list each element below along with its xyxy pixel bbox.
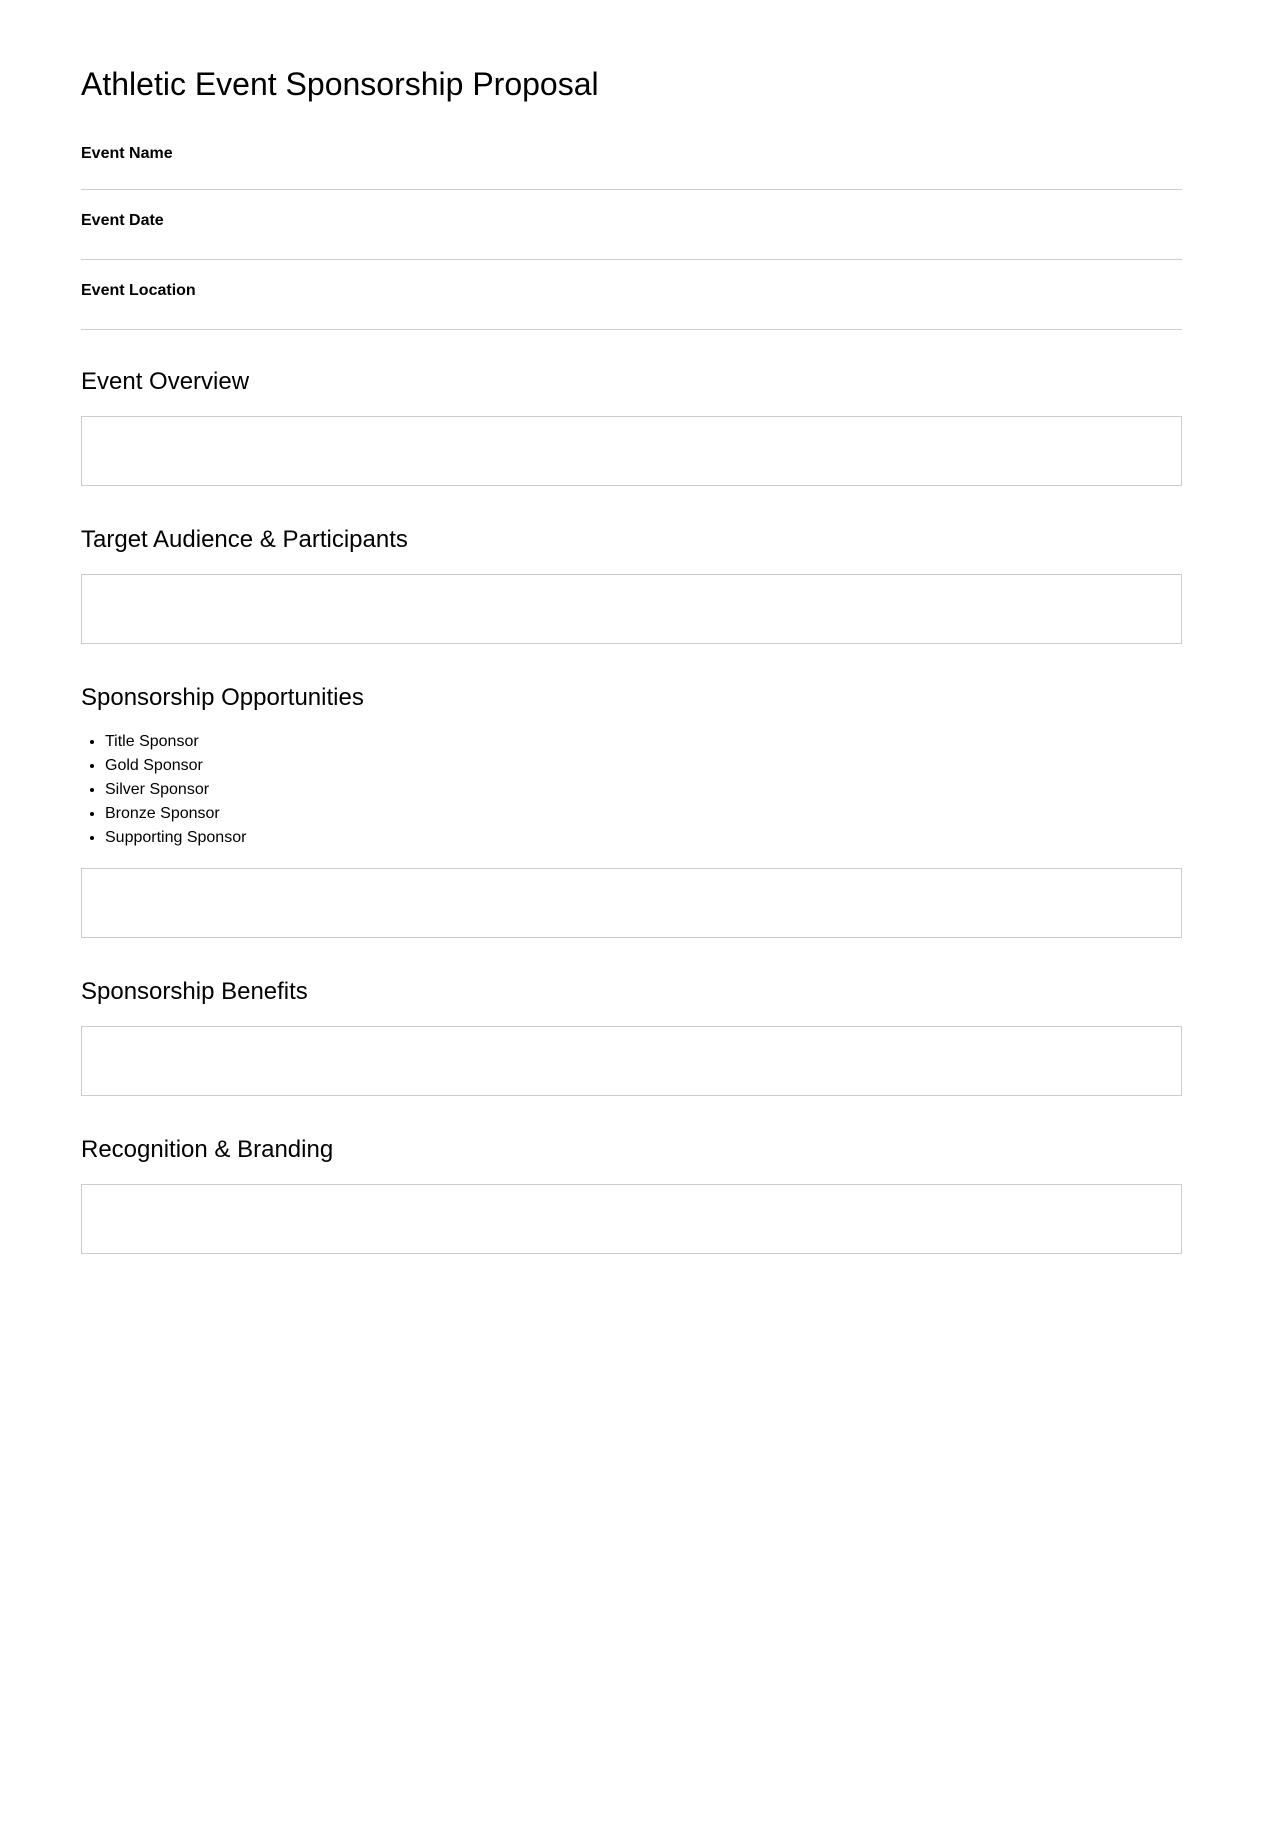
sponsorship-benefits-heading: Sponsorship Benefits — [81, 978, 308, 1005]
event-location-label: Event Location — [81, 282, 196, 299]
recognition-branding-textbox[interactable] — [81, 1184, 1182, 1254]
list-item: • Supporting Sponsor — [105, 826, 1182, 850]
sponsorship-benefits-section — [81, 978, 1182, 1096]
sponsorship-opportunities-heading: Sponsorship Opportunities — [81, 684, 364, 711]
recognition-branding-section — [81, 1136, 1182, 1254]
target-audience-section — [81, 526, 1182, 644]
event-name-label: Event Name — [81, 145, 173, 162]
list-item: • Silver Sponsor — [105, 778, 1182, 802]
event-date-field[interactable] — [81, 190, 1182, 260]
page-title: Athletic Event Sponsorship Proposal — [81, 66, 599, 102]
target-audience-heading: Target Audience & Participants — [81, 526, 408, 553]
target-audience-textbox[interactable] — [81, 574, 1182, 644]
list-item: • Bronze Sponsor — [105, 802, 1182, 826]
event-location-field[interactable] — [81, 260, 1182, 330]
list-item: • Title Sponsor — [105, 730, 1182, 754]
recognition-branding-heading: Recognition & Branding — [81, 1136, 334, 1163]
event-overview-heading: Event Overview — [81, 368, 250, 395]
event-name-field[interactable] — [81, 116, 1182, 190]
sponsorship-benefits-textbox[interactable] — [81, 1026, 1182, 1096]
sponsorship-tier-list — [81, 730, 1182, 850]
sponsorship-opportunities-textbox[interactable] — [81, 868, 1182, 938]
event-fields — [81, 116, 1182, 330]
event-overview-section — [81, 368, 1182, 486]
event-overview-textbox[interactable] — [81, 416, 1182, 486]
list-item: • Gold Sponsor — [105, 754, 1182, 778]
event-date-label: Event Date — [81, 212, 164, 229]
sponsorship-opportunities-section — [81, 684, 1182, 938]
